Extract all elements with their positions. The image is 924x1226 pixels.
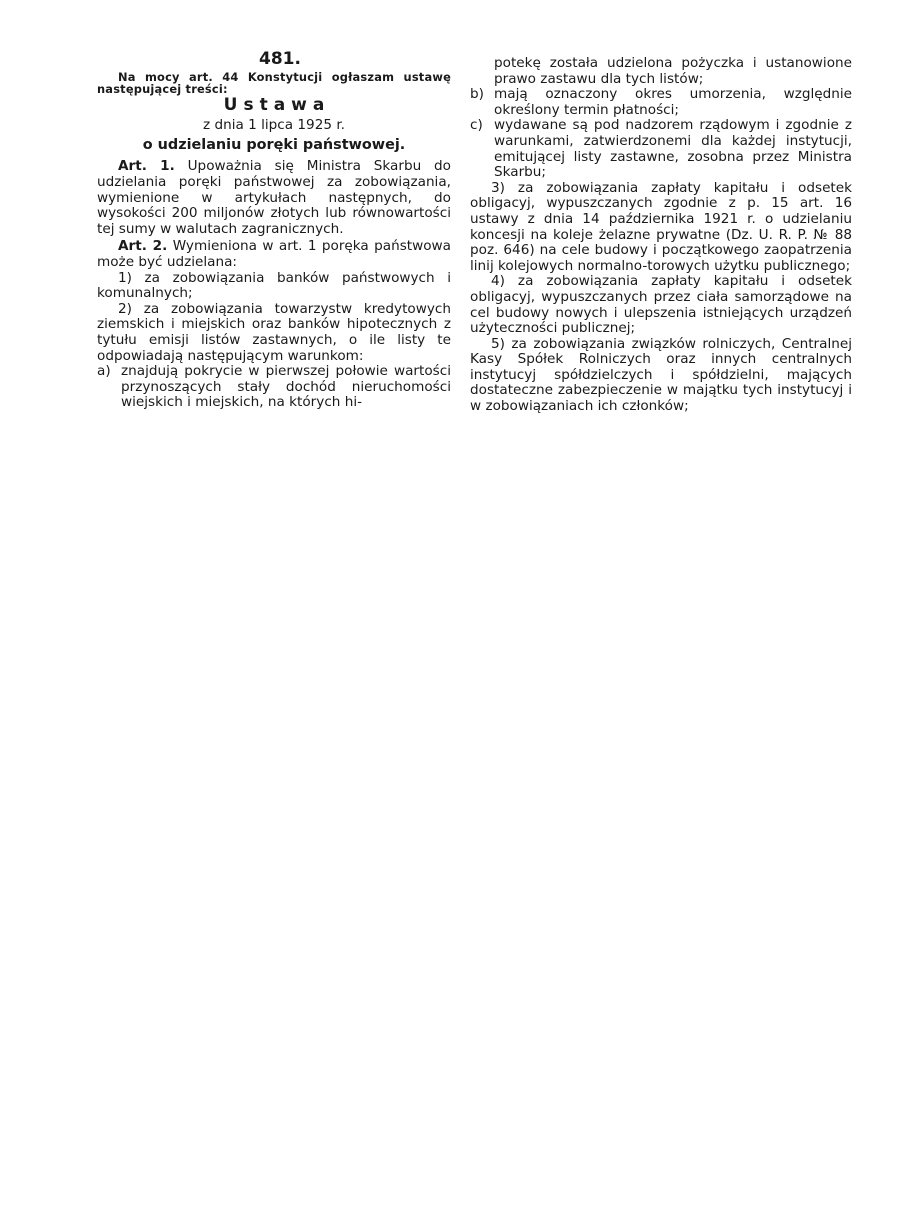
article-2-item-2b [470, 87, 852, 118]
item-2c-text: wydawane są pod nadzorem rządowym i zgodnie z warunkami, zatwierdzonemi dla każdej instytucji, emitującej listy zastawne, zosobna przez Ministra Skarbu; [494, 117, 852, 181]
article-2 [97, 239, 451, 270]
item-2a-marker: a) [97, 363, 111, 380]
left-column [97, 49, 451, 411]
article-2-item-5: 5) za zobowiązania związków rolniczych, Centralnej Kasy Spółek Rolniczych oraz innych centralnych instytucyj spółdzielczych i spółdzielni, mających dostateczne zabezpieczenie w majątku tych instytucyj i w zobowiązaniach ich członków; [470, 335, 852, 415]
item-2b-text: mają oznaczony okres umorzenia, względnie określony termin płatności; [494, 86, 852, 118]
item-2a-continuation: potekę została udzielona pożyczka i ustanowione prawo zastawu dla tych listów; [494, 55, 852, 87]
act-subject: o udzielaniu poręki państwowej. [142, 136, 406, 153]
item-2c-marker: c) [470, 117, 483, 134]
article-1 [97, 159, 451, 237]
preamble: Na mocy art. 44 Konstytucji ogłaszam ustawę następującej treści: [97, 69, 451, 97]
article-2-text: Wymieniona w art. 1 poręka państwowa może być udzielana: [97, 238, 451, 270]
article-1-text: Upoważnia się Ministra Skarbu do udzielania poręki państwowej za zobowiązania, wymienione w artykułach następnych, do wysokości 200 miljonów złotych lub równowartości tej sumy w walutach zagranicznych. [97, 158, 451, 237]
article-2-item-2: 2) za zobowiązania towarzystw kredytowych ziemskich i miejskich oraz banków hipotecznych z tytułu emisji listów zastawnych, o ile listy te odpowiadają następującym warunkom: [97, 300, 451, 364]
act-date: z dnia 1 lipca 1925 r. [203, 117, 345, 134]
right-column [470, 56, 852, 415]
article-2-label: Art. 2. [118, 238, 168, 255]
act-number: 481. [259, 49, 301, 69]
item-2a-text: znajdują pokrycie w pierwszej połowie wartości przynoszących stały dochód nieruchomości wiejskich i miejskich, na których hi- [121, 363, 451, 411]
article-2-item-2a [97, 364, 451, 411]
act-title: Ustawa [223, 94, 331, 115]
article-1-label: Art. 1. [118, 158, 175, 175]
article-2-item-3: 3) za zobowiązania zapłaty kapitału i odsetek obligacyj, wypuszczanych zgodnie z p. 15 art. 16 ustawy z dnia 14 października 1921 r. o udzielaniu koncesji na koleje żelazne prywatne (Dz. U. R. P. № 88 poz. 646) na cele budowy i początkowego zaopatrzenia linij kolejowych normalno-torowych użytku publicznego; [470, 179, 852, 274]
article-2-item-4: 4) za zobowiązania zapłaty kapitału i odsetek obligacyj, wypuszczanych przez ciała samorządowe na cel budowy nowych i ulepszenia istniejących urządzeń użyteczności publicznej; [470, 273, 852, 337]
item-2b-marker: b) [470, 86, 484, 103]
article-2-item-2c [470, 118, 852, 180]
article-2-item-1: 1) za zobowiązania banków państwowych i komunalnych; [97, 269, 451, 302]
